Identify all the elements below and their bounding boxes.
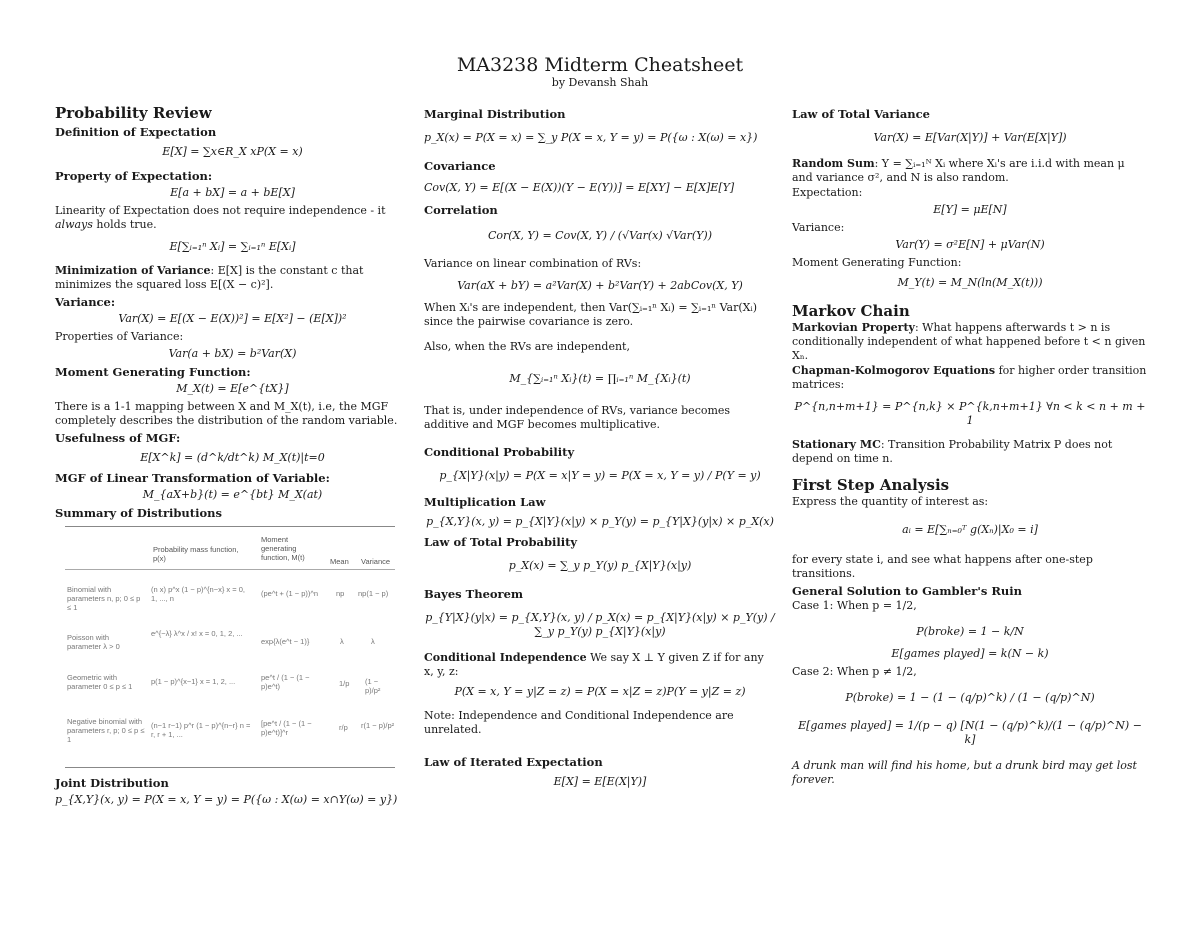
randsum-paragraph (792, 157, 1148, 185)
fsa-after: for every state i, and see what happens after one-step transitions. (792, 553, 1093, 580)
also-eq: M_{∑ᵢ₌₁ⁿ Xᵢ}(t) = ∏ᵢ₌₁ⁿ M_{Xᵢ}(t) (509, 372, 691, 385)
mult-title: Multiplication Law (424, 495, 546, 509)
table-row-binomial-var: np(1 − p) (358, 589, 389, 598)
propvar-eq: Var(a + bX) = b²Var(X) (168, 347, 297, 360)
mgf-eq: M_X(t) = E[e^{tX}] (176, 382, 289, 395)
marginal-title: Marginal Distribution (424, 107, 566, 121)
usefulness-title: Usefulness of MGF: (55, 431, 181, 445)
minvar-title: Minimization of Variance (55, 264, 211, 277)
table-header-pmf: Probability mass function, p(x) (153, 545, 239, 563)
condprob-eq: p_{X|Y}(x|y) = P(X = x|Y = y) = P(X = x, Y = y) / P(Y = y) (439, 469, 761, 482)
mgflin-eq: M_{aX+b}(t) = e^{bt} M_X(at) (142, 488, 323, 501)
variance-title: Variance: (55, 295, 116, 309)
case2-text: Case 2: When p ≠ 1/2, (792, 665, 917, 678)
minvar-paragraph (55, 264, 410, 292)
table-row-negbin-pmf: (n−1 r−1) p^r (1 − p)^{n−r} n = r, r + 1, ... (151, 721, 251, 739)
also-text: Also, when the RVs are independent, (424, 340, 630, 353)
rs-variance-label: Variance: (792, 221, 845, 234)
table-row-negbin-mean: r/p (339, 723, 348, 732)
cov-eq: Cov(X, Y) = E[(X − E(X))(Y − E(Y))] = E[XY] − E[X]E[Y] (424, 181, 735, 194)
usefulness-eq: E[X^k] = (d^k/dt^k) M_X(t)|t=0 (140, 451, 325, 464)
case1-games: E[games played] = k(N − k) (891, 647, 1049, 660)
linearity-eq: E[∑ᵢ₌₁ⁿ Xᵢ] = ∑ᵢ₌₁ⁿ E[Xᵢ] (169, 240, 296, 253)
ltv-eq: Var(X) = E[Var(X|Y)] + Var(E[X|Y]) (873, 131, 1067, 144)
mgf-text: There is a 1-1 mapping between X and M_X(t), i.e, the MGF completely describes the distribution of the random variable. (55, 400, 398, 427)
minvar-text: : E[X] is the constant c that minimizes the squared loss E[(X − c)²]. (55, 264, 364, 291)
linearity-text (55, 204, 410, 232)
section-markov-chain: Markov Chain (792, 302, 910, 320)
table-row-negbin-var: r(1 − p)/p² (361, 721, 395, 730)
prop-expectation-eq: E[a + bX] = a + bE[X] (170, 186, 295, 199)
page-title: MA3238 Midterm Cheatsheet (456, 54, 744, 76)
author-line: by Devansh Shah (551, 76, 649, 89)
summary-title: Summary of Distributions (55, 506, 222, 520)
column-2 (424, 104, 776, 795)
ltp-eq: p_X(x) = ∑_y p_Y(y) p_{X|Y}(x|y) (508, 559, 692, 572)
table-row-negbin-name: Negative binomial with parameters r, p; 0 ≤ p ≤ 1 (67, 717, 145, 744)
table-row-poisson-var: λ (371, 637, 375, 646)
propvar-text: Properties of Variance: (55, 330, 184, 343)
linearity-always: always (55, 218, 93, 231)
bayes-eq: p_{Y|X}(y|x) = p_{X,Y}(x, y) / p_X(x) = p_{X|Y}(x|y) × p_Y(y) / ∑_y p_Y(y) p_{X|Y}(x|y) (425, 611, 775, 638)
table-row-poisson-mean: λ (340, 637, 344, 646)
table-row-negbin-mgf: [pe^t / (1 − (1 − p)e^t)]^r (261, 719, 312, 737)
condind-eq: P(X = x, Y = y|Z = z) = P(X = x|Z = z)P(Y = y|Z = z) (454, 685, 746, 698)
rs-exp-eq: E[Y] = μE[N] (933, 203, 1007, 216)
rs-expectation-label: Expectation: (792, 186, 863, 199)
table-row-geometric-name: Geometric with parameter 0 ≤ p ≤ 1 (67, 673, 133, 691)
ck-eq: P^{n,n+m+1} = P^{n,k} × P^{k,n+m+1} ∀n < k < n + m + 1 (794, 400, 1146, 427)
column-1 (55, 104, 410, 811)
table-header-mgf: Moment generating function, M(t) (261, 535, 305, 562)
gambler-title: General Solution to Gambler's Ruin (792, 584, 1022, 598)
varlin-text: Variance on linear combination of RVs: (424, 257, 642, 270)
quote: A drunk man will find his home, but a drunk bird may get lost forever. (792, 759, 1137, 786)
fsa-text: Express the quantity of interest as: (792, 495, 989, 508)
rs-mgf-eq: M_Y(t) = M_N(ln(M_X(t))) (897, 276, 1043, 289)
table-row-poisson-pmf: e^{−λ} λ^x / x! x = 0, 1, 2, ... (151, 629, 243, 638)
case1-text: Case 1: When p = 1/2, (792, 599, 917, 612)
table-row-geometric-pmf: p(1 − p)^{x−1} x = 1, 2, ... (151, 677, 236, 686)
table-header-mean: Mean (330, 557, 349, 566)
bayes-title: Bayes Theorem (424, 587, 524, 601)
table-header-rule (65, 569, 395, 570)
randsum-text: : Y = ∑ᵢ₌₁ᴺ Xᵢ where Xᵢ's are i.i.d with mean μ and variance σ², and N is also random. (792, 157, 1125, 184)
lie-eq: E[X] = E[E(X|Y)] (553, 775, 647, 788)
def-expectation-eq: E[X] = ∑x∈R_X xP(X = x) (162, 145, 303, 158)
section-probability-review: Probability Review (55, 104, 212, 122)
table-row-binomial-pmf: (n x) p^x (1 − p)^{n−x} x = 0, 1, ..., n (151, 585, 245, 603)
ltp-title: Law of Total Probability (424, 535, 578, 549)
table-row-poisson-name: Poisson with parameter λ > 0 (67, 633, 120, 651)
linearity-text-a: Linearity of Expectation does not require independence - it (55, 204, 386, 217)
stationary-paragraph (792, 438, 1148, 466)
mgflin-title: MGF of Linear Transformation of Variable: (55, 471, 330, 485)
variance-eq: Var(X) = E[(X − E(X))²] = E[X²] − (E[X])² (118, 312, 347, 325)
case2-games: E[games played] = 1/(p − q) [N(1 − (q/p)^k)/(1 − (q/p)^N) − k] (798, 719, 1142, 746)
fsa-eq: aᵢ = E[∑ₙ₌₀ᵀ g(Xₙ)|X₀ = i] (902, 523, 1038, 536)
note-text: Note: Independence and Conditional Independence are unrelated. (424, 709, 734, 736)
corr-eq: Cor(X, Y) = Cov(X, Y) / (√Var(x) √Var(Y)) (487, 229, 713, 242)
distribution-table (65, 526, 395, 768)
table-row-binomial-mean: np (336, 589, 345, 598)
joint-eq: p_{X,Y}(x, y) = P(X = x, Y = y) = P({ω : X(ω) = x∩Y(ω) = y}) (55, 793, 398, 806)
randsum-title: Random Sum (792, 157, 875, 170)
marginal-eq: p_X(x) = P(X = x) = ∑_y P(X = x, Y = y) = P({ω : X(ω) = x}) (424, 131, 758, 144)
markovian-text: : What happens afterwards t > n is conditionally independent of what happened before t < n given Xₙ. (792, 321, 1146, 362)
indep-text: When Xᵢ's are independent, then Var(∑ᵢ₌₁ⁿ Xᵢ) = ∑ᵢ₌₁ⁿ Var(Xᵢ) since the pairwise covariance is zero. (424, 301, 757, 328)
ck-paragraph (792, 364, 1148, 392)
cov-title: Covariance (424, 159, 496, 173)
markovian-title: Markovian Property (792, 321, 915, 334)
column-3 (792, 104, 1148, 788)
rs-mgf-label: Moment Generating Function: (792, 256, 962, 269)
mgf-title: Moment Generating Function: (55, 365, 251, 379)
lie-title: Law of Iterated Expectation (424, 755, 603, 769)
condind-paragraph (424, 651, 776, 679)
case2-broke: P(broke) = 1 − (1 − (q/p)^k) / (1 − (q/p)^N) (845, 691, 1095, 704)
table-row-geometric-mean: 1/p (339, 679, 350, 688)
markovian-paragraph (792, 321, 1148, 363)
varlin-eq: Var(aX + bY) = a²Var(X) + b²Var(Y) + 2abCov(X, Y) (457, 279, 743, 292)
thatis-text: That is, under independence of RVs, variance becomes additive and MGF becomes multiplicative. (424, 404, 731, 431)
linearity-text-b: holds true. (96, 218, 157, 231)
condind-text: We say X ⊥ Y given Z if for any x, y, z: (424, 651, 764, 678)
corr-title: Correlation (424, 203, 498, 217)
condind-title: Conditional Independence (424, 651, 587, 664)
mult-eq: p_{X,Y}(x, y) = p_{X|Y}(x|y) × p_Y(y) = p_{Y|X}(y|x) × p_X(x) (426, 515, 774, 528)
section-first-step-analysis: First Step Analysis (792, 476, 950, 494)
table-row-poisson-mgf: exp{λ(e^t − 1)} (261, 637, 310, 646)
table-header-variance: Variance (361, 557, 391, 566)
case1-broke: P(broke) = 1 − k/N (916, 625, 1024, 638)
table-row-geometric-var: (1 − p)/p² (365, 677, 381, 695)
stationary-title: Stationary MC (792, 438, 881, 451)
ck-text: for higher order transition matrices: (792, 364, 1147, 391)
table-row-binomial-mgf: (pe^t + (1 − p))^n (261, 589, 319, 598)
ck-title: Chapman-Kolmogorov Equations (792, 364, 996, 377)
def-expectation-title: Definition of Expectation (55, 125, 217, 139)
ltv-title: Law of Total Variance (792, 107, 930, 121)
table-row-binomial-name: Binomial with parameters n, p; 0 ≤ p ≤ 1 (67, 585, 141, 612)
table-row-geometric-mgf: pe^t / (1 − (1 − p)e^t) (261, 673, 310, 691)
stationary-text: : Transition Probability Matrix P does not depend on time n. (792, 438, 1113, 465)
condprob-title: Conditional Probability (424, 445, 575, 459)
prop-expectation-title: Property of Expectation: (55, 169, 213, 183)
rs-var-eq: Var(Y) = σ²E[N] + μVar(N) (895, 238, 1045, 251)
joint-title: Joint Distribution (55, 776, 169, 790)
